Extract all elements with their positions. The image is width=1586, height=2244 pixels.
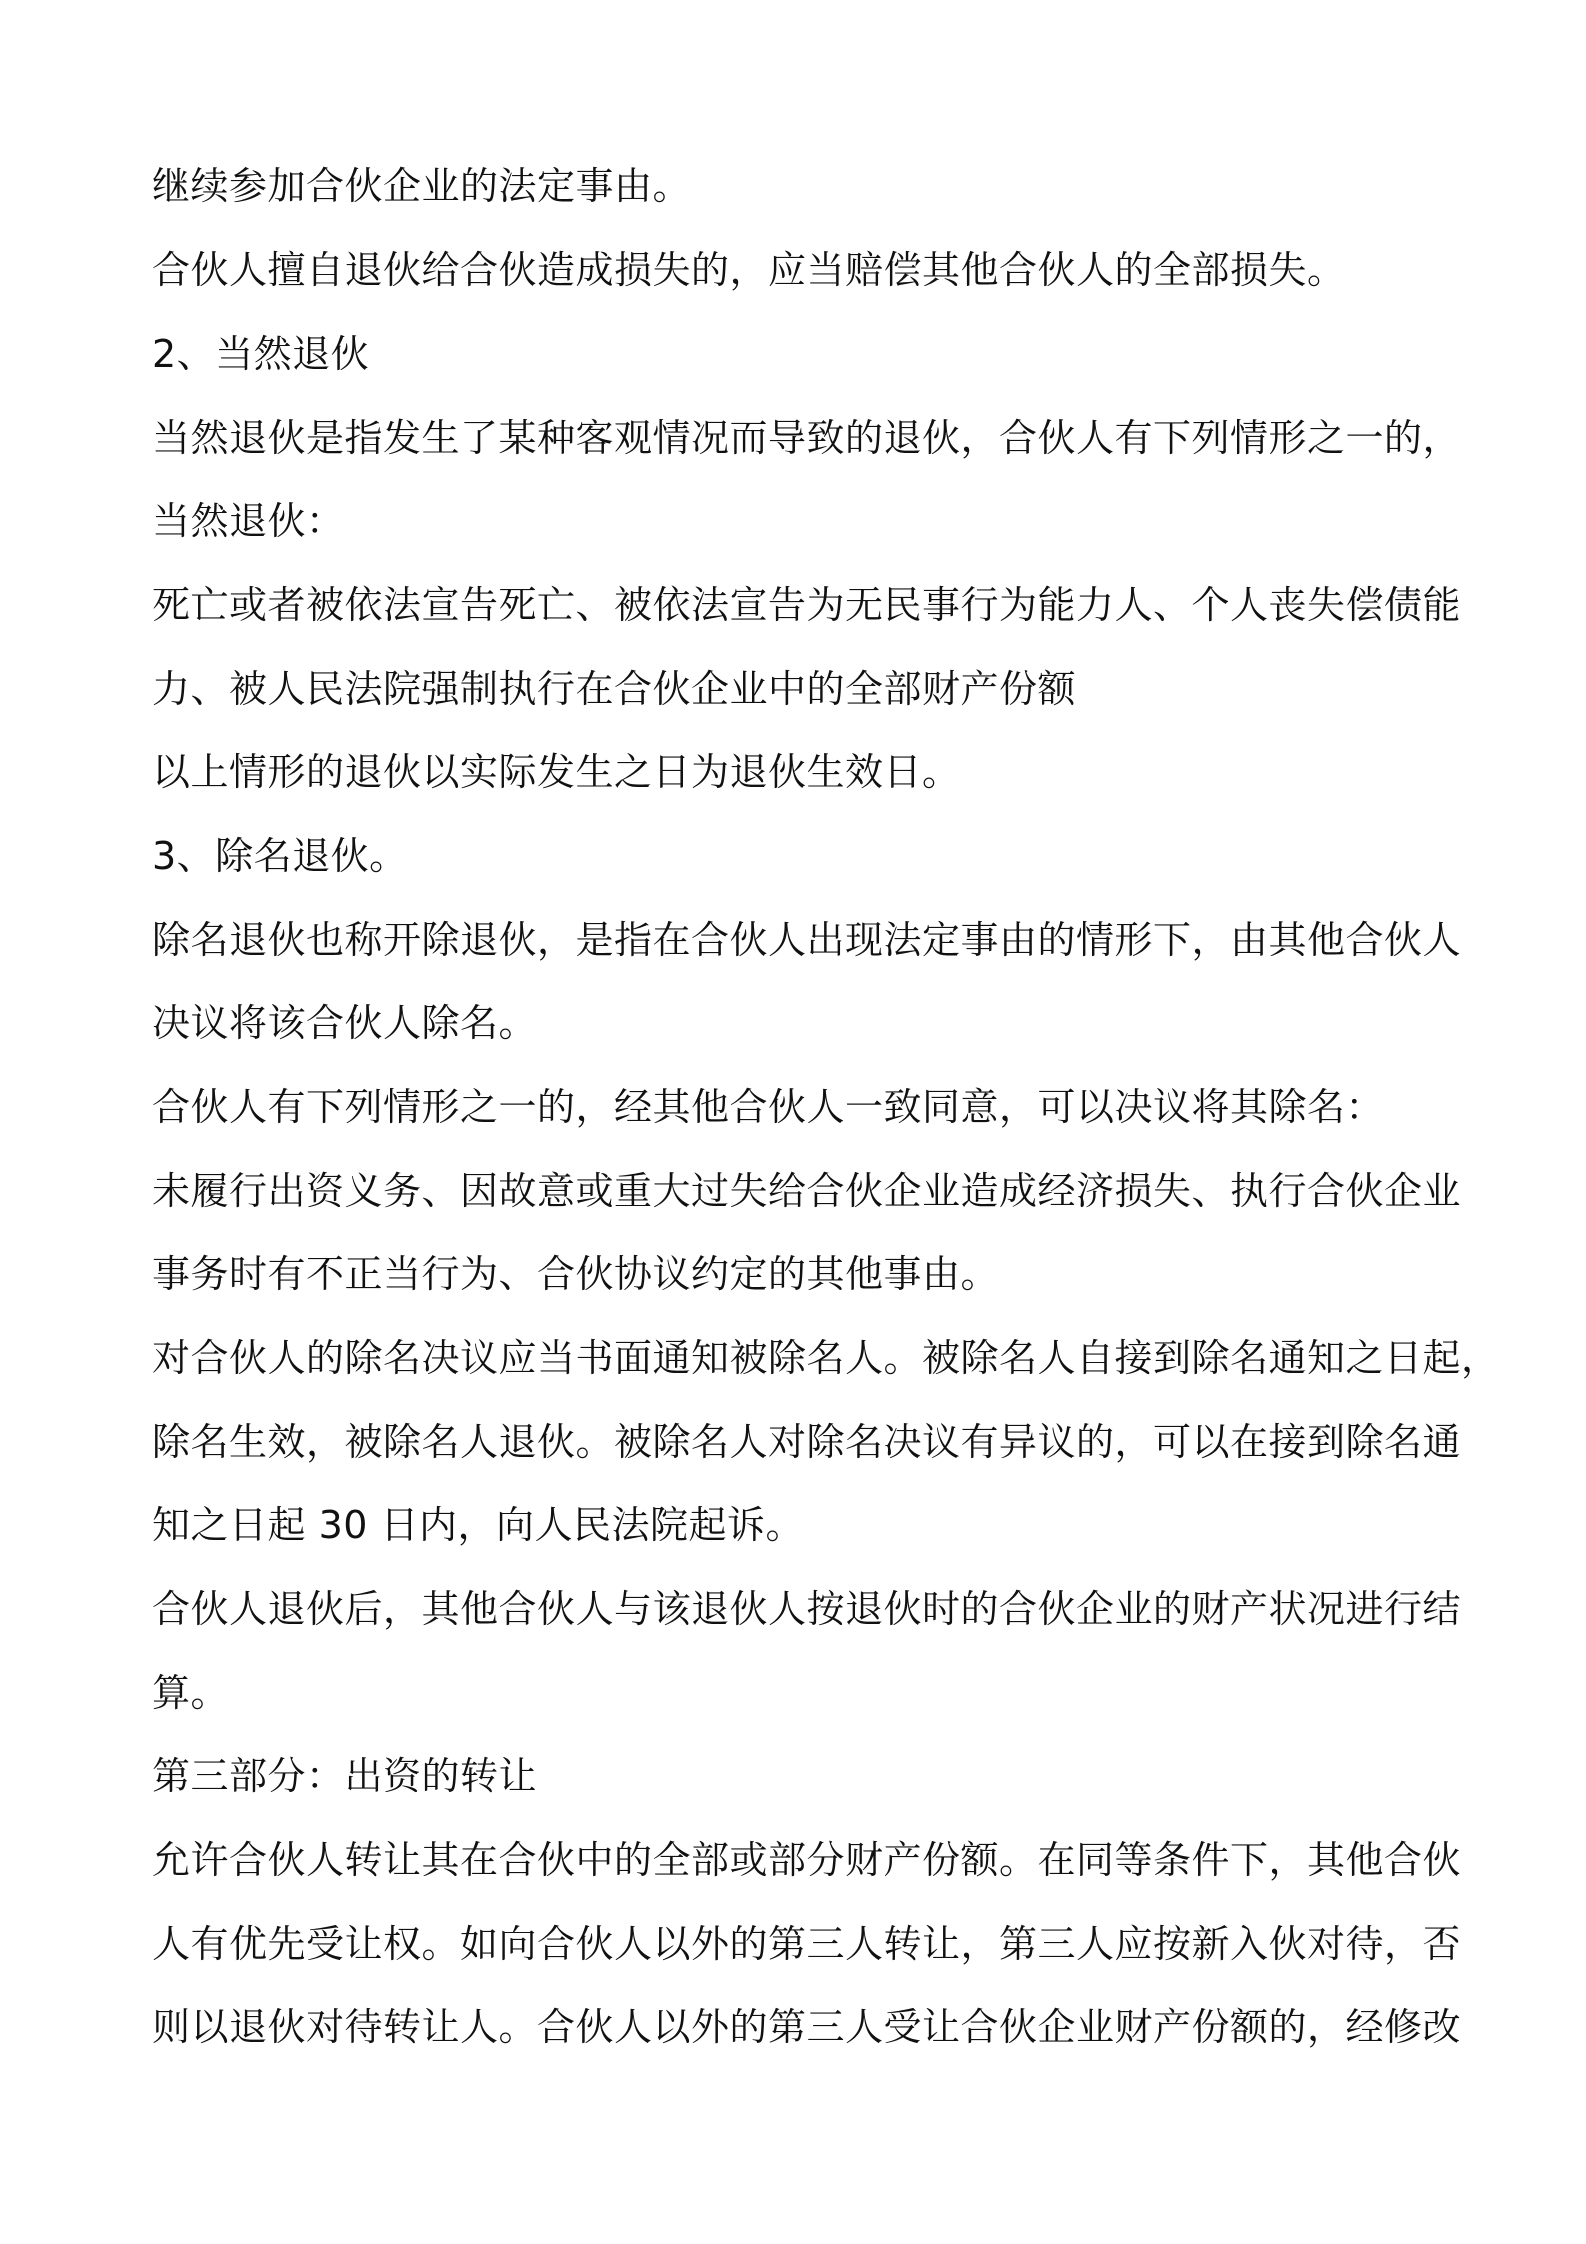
text-line: 死亡或者被依法宣告死亡、被依法宣告为无民事行为能力人、个人丧失偿债能 — [152, 583, 1462, 627]
text-line: 当然退伙是指发生了某种客观情况而导致的退伙，合伙人有下列情形之一的， — [152, 416, 1462, 460]
text-line: 算。 — [152, 1671, 230, 1715]
text-line: 允许合伙人转让其在合伙中的全部或部分财产份额。在同等条件下，其他合伙 — [152, 1838, 1462, 1882]
text-line: 未履行出资义务、因故意或重大过失给合伙企业造成经济损失、执行合伙企业 — [152, 1169, 1462, 1213]
text-line: 合伙人退伙后，其他合伙人与该退伙人按退伙时的合伙企业的财产状况进行结 — [152, 1587, 1462, 1631]
text-line: 合伙人有下列情形之一的，经其他合伙人一致同意，可以决议将其除名： — [152, 1085, 1385, 1129]
text-line: 力、被人民法院强制执行在合伙企业中的全部财产份额 — [152, 667, 1077, 711]
text-line: 除名退伙也称开除退伙，是指在合伙人出现法定事由的情形下，由其他合伙人 — [152, 918, 1462, 962]
text-line: 继续参加合伙企业的法定事由。 — [152, 164, 692, 208]
text-line: 人有优先受让权。如向合伙人以外的第三人转让，第三人应按新入伙对待，否 — [152, 1922, 1462, 1966]
text-line: 以上情形的退伙以实际发生之日为退伙生效日。 — [152, 750, 961, 794]
section-heading: 第三部分：出资的转让 — [152, 1754, 538, 1798]
text-line: 除名生效，被除名人退伙。被除名人对除名决议有异议的，可以在接到除名通 — [152, 1420, 1462, 1464]
text-line: 则以退伙对待转让人。合伙人以外的第三人受让合伙企业财产份额的，经修改 — [152, 2005, 1462, 2049]
text-line: 对合伙人的除名决议应当书面通知被除名人。被除名人自接到除名通知之日起， — [152, 1336, 1500, 1380]
text-line: 合伙人擅自退伙给合伙造成损失的，应当赔偿其他合伙人的全部损失。 — [152, 248, 1346, 292]
text-line: 知之日起 30 日内，向人民法院起诉。 — [152, 1503, 805, 1547]
text-line: 当然退伙： — [152, 499, 345, 543]
section-heading: 3、除名退伙。 — [152, 834, 408, 878]
text-line: 决议将该合伙人除名。 — [152, 1001, 538, 1045]
section-heading: 2、当然退伙 — [152, 332, 370, 376]
text-line: 事务时有不正当行为、合伙协议约定的其他事由。 — [152, 1252, 1000, 1296]
